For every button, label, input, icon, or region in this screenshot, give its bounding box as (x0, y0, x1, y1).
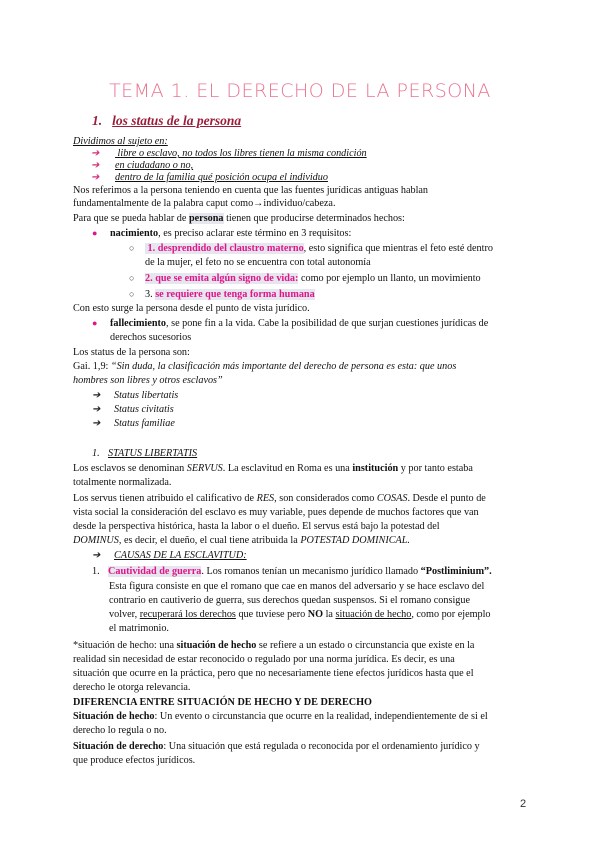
paragraph-line: Los esclavos se denominan SERVUS. La esclavitud en Roma es una institución y por tanto estaba (73, 463, 473, 474)
arrow-right-icon: ➔ (91, 172, 100, 183)
quote-line: hombres son libres y otros esclavos” (73, 375, 223, 386)
difference-heading: DIFERENCIA ENTRE SITUACIÓN DE HECHO Y DE DERECHO (73, 697, 372, 708)
sub-item: ○ 2. que se emita algún signo de vida: como por ejemplo un llanto, un movimiento (129, 273, 481, 284)
paragraph-line: que produce efectos jurídicos. (73, 755, 196, 766)
sub-item: ○ 1. desprendido del claustro materno, esto significa que mientras el feto esté dentro (129, 243, 493, 254)
paragraph-line: vista social la consideración del esclavo es muy variable, pues depende de muchos factores que van (73, 507, 479, 518)
paragraph-line: derecho lo regula o no. (73, 725, 167, 736)
subsection-heading: 1. STATUS LIBERTATIS (92, 448, 198, 459)
paragraph-line: Situación de hecho: Un evento o circunstancia que ocurre en la realidad, independientemente de si el (73, 711, 488, 722)
paragraph-line: fundamentalmente de la palabra caput como→individuo/cabeza. (73, 198, 336, 209)
arrow-right-icon: ➔ (92, 390, 101, 401)
arrow-right-icon: ➔ (92, 418, 101, 429)
numbered-item: 1. Cautividad de guerra. Los romanos tenían un mecanismo jurídico llamado “Postliminium”. (92, 566, 492, 577)
list-item: ➔ Status civitatis (92, 404, 174, 415)
paragraph-line: Los status de la persona son: (73, 347, 190, 358)
bullet-dot-icon: ● (92, 318, 98, 328)
paragraph-line: realidad sin necesidad de estar reconocido o regulado por una norma jurídica. Es decir, es una (73, 654, 455, 665)
paragraph-line: Situación de derecho: Una situación que está regulada o reconocida por el ordenamiento jurídico y (73, 741, 480, 752)
paragraph-line: derecho le otorga relevancia. (73, 682, 191, 693)
list-item: ➔ Status familiae (92, 418, 175, 429)
paragraph-line: Esta figura consiste en que el romano que cae en manos del adversario y se hace esclavo del (109, 581, 485, 592)
bullet-dot-icon: ● (92, 228, 98, 238)
circle-bullet-icon: ○ (129, 289, 135, 299)
paragraph-line: desde la perspectiva histórica, hasta la labor o el dueño. El servus está bajo la potestad del (73, 521, 440, 532)
paragraph-line: contrario en cautiverio de guerra, sus derechos quedan suspensos. Si el romano consigue (109, 595, 470, 606)
paragraph-line: DOMINUS, es decir, el dueño, el cual tiene atribuida la POTESTAD DOMINICAL. (73, 535, 410, 546)
paragraph-line: el matrimonio. (109, 623, 169, 634)
arrow-right-icon: ➔ (91, 148, 100, 159)
page-title: TEMA 1. EL DERECHO DE LA PERSONA (109, 80, 491, 102)
paragraph-line: Con esto surge la persona desde el punto de vista jurídico. (73, 303, 310, 314)
section-number: 1. (92, 113, 103, 128)
section-title: los status de la persona (112, 113, 242, 128)
paragraph-line: Nos referimos a la persona teniendo en cuenta que las fuentes jurídicas antiguas hablan (73, 185, 429, 196)
circle-bullet-icon: ○ (129, 243, 135, 253)
paragraph-line: Para que se pueda hablar de persona tienen que producirse determinados hechos: (73, 213, 405, 224)
arrow-right-icon: ➔ (92, 550, 101, 561)
paragraph-line: *situación de hecho: una situación de hecho se refiere a un estado o circunstancia que existe en la (73, 640, 475, 651)
paragraph-line: totalmente normalizada. (73, 477, 172, 488)
arrow-right-icon: ➔ (92, 404, 101, 415)
list-item: ➔ CAUSAS DE LA ESCLAVITUD: (92, 550, 247, 561)
paragraph-line: Los servus tienen atribuido el calificativo de RES, son considerados como COSAS. Desde el punto de (73, 493, 486, 504)
list-item: ➔ libre o esclavo, no todos los libres tienen la misma condición (91, 148, 367, 159)
circle-bullet-icon: ○ (129, 273, 135, 283)
page-number: 2 (520, 798, 527, 810)
list-item: ➔ en ciudadano o no, (91, 160, 194, 171)
arrow-right-icon: ➔ (91, 160, 100, 171)
sub-item: ○ 3. se requiere que tenga forma humana (129, 289, 315, 300)
paragraph-line: situación que ocurre en la práctica, pero que no necesariamente tiene efectos jurídicos hasta que el (73, 668, 474, 679)
paragraph-line: derechos sucesorios (110, 332, 192, 343)
list-item: ➔ Status libertatis (92, 390, 179, 401)
section-heading-1 (92, 114, 241, 127)
paragraph-line: volver, recuperará los derechos que tuviese pero NO la situación de hecho, como por ejemplo (109, 609, 491, 620)
paragraph-line: de la mujer, el feto no se encuentra con total autonomía (145, 257, 371, 268)
bullet-item: ● nacimiento, es preciso aclarar este término en 3 requisitos: (92, 228, 352, 239)
intro-line: Dividimos al sujeto en: (73, 136, 168, 147)
list-item: ➔ dentro de la familia qué posición ocupa el individuo (91, 172, 328, 183)
quote-line: Gai. 1,9: “Sin duda, la clasificación más importante del derecho de persona es esta: que unos (73, 361, 457, 372)
bullet-item: ● fallecimiento, se pone fin a la vida. Cabe la posibilidad de que surjan cuestiones jurídicas de (92, 318, 489, 329)
